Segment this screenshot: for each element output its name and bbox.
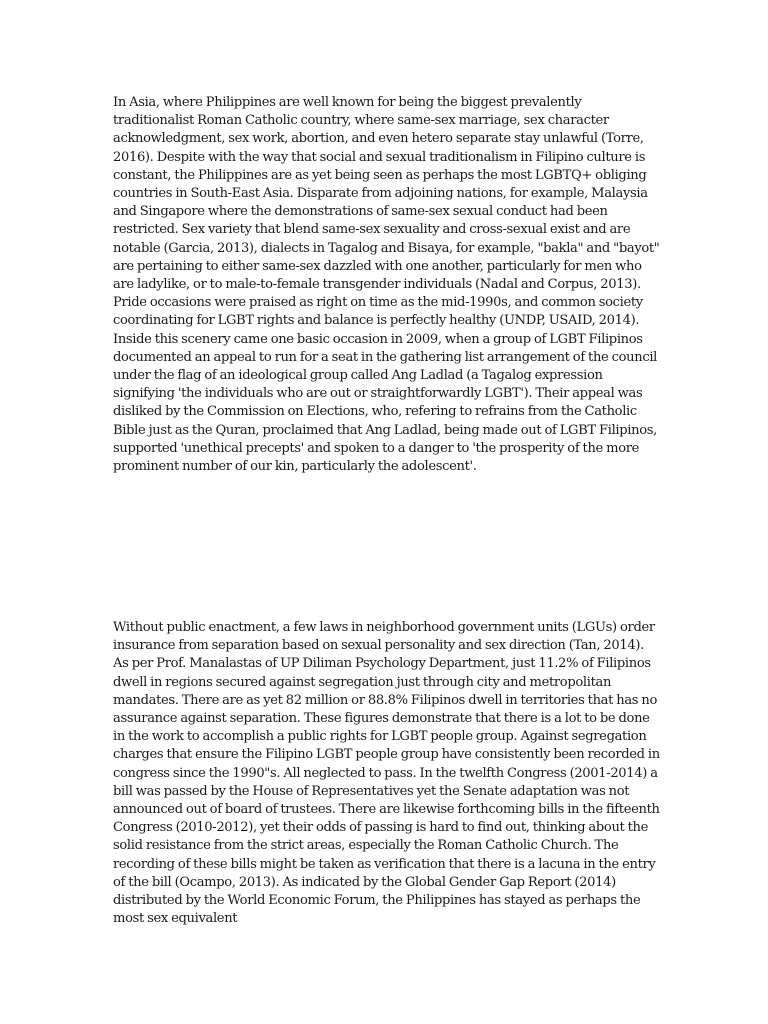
body-paragraph-2: Without public enactment, a few laws in neighborhood government units (LGUs) order insurance from separation based on sexual personality and sex direction (Tan, 2014). As per Prof. Manalastas of UP Diliman Psychology Department, just 11.2% of Filipinos dwell in regions secured against segregation just through city and metropolitan mandates. There are as yet 82 million or 88.8% Filipinos dwell in territories that has no assurance against separation. These figures demonstrate that there is a lot to be done in the work to accomplish a public rights for LGBT people group. Against segregation charges that ensure the Filipino LGBT people group have consistently been recorded in congress since the 1990"s. All neglected to pass. In the twelfth Congress (2001-2014) a bill was passed by the House of Representatives yet the Senate adaptation was not announced out of board of trustees. There are likewise forthcoming bills in the fifteenth Congress (2010-2012), yet their odds of passing is hard to find out, thinking about the solid resistance from the strict areas, especially the Roman Catholic Church. The recording of these bills might be taken as verification that there is a lacuna in the entry of the bill (Ocampo, 2013). As indicated by the Global Gender Gap Report (2014) distributed by the World Economic Forum, the Philippines has stayed as perhaps the most sex equivalent (113, 620, 660, 927)
body-paragraph-1: In Asia, where Philippines are well known for being the biggest prevalently traditionalist Roman Catholic country, where same-sex marriage, sex character acknowledgment, sex work, abortion, and even hetero separate stay unlawful (Torre, 2016). Despite with the way that social and sexual traditionalism in Filipino culture is constant, the Philippines are as yet being seen as perhaps the most LGBTQ+ obliging countries in South-East Asia. Disparate from adjoining nations, for example, Malaysia and Singapore where the demonstrations of same-sex sexual conduct had been restricted. Sex variety that blend same-sex sexuality and cross-sexual exist and are notable (Garcia, 2013), dialects in Tagalog and Bisaya, for example, "bakla" and "bayot" are pertaining to either same-sex dazzled with one another, particularly for men who are ladylike, or to male-to-female transgender individuals (Nadal and Corpus, 2013). Pride occasions were praised as right on time as the mid-1990s, and common society coordinating for LGBT rights and balance is perfectly healthy (UNDP, USAID, 2014). Inside this scenery came one basic occasion in 2009, when a group of LGBT Filipinos documented an appeal to run for a seat in the gathering list arrangement of the council under the flag of an ideological group called Ang Ladlad (a Tagalog expression signifying 'the individuals who are out or straightforwardly LGBT'). Their appeal was disliked by the Commission on Elections, who, refering to refrains from the Catholic Bible just as the Quran, proclaimed that Ang Ladlad, being made out of LGBT Filipinos, supported 'unethical precepts' and spoken to a danger to 'the prosperity of the more prominent number of our kin, particularly the adolescent'. (113, 95, 660, 475)
